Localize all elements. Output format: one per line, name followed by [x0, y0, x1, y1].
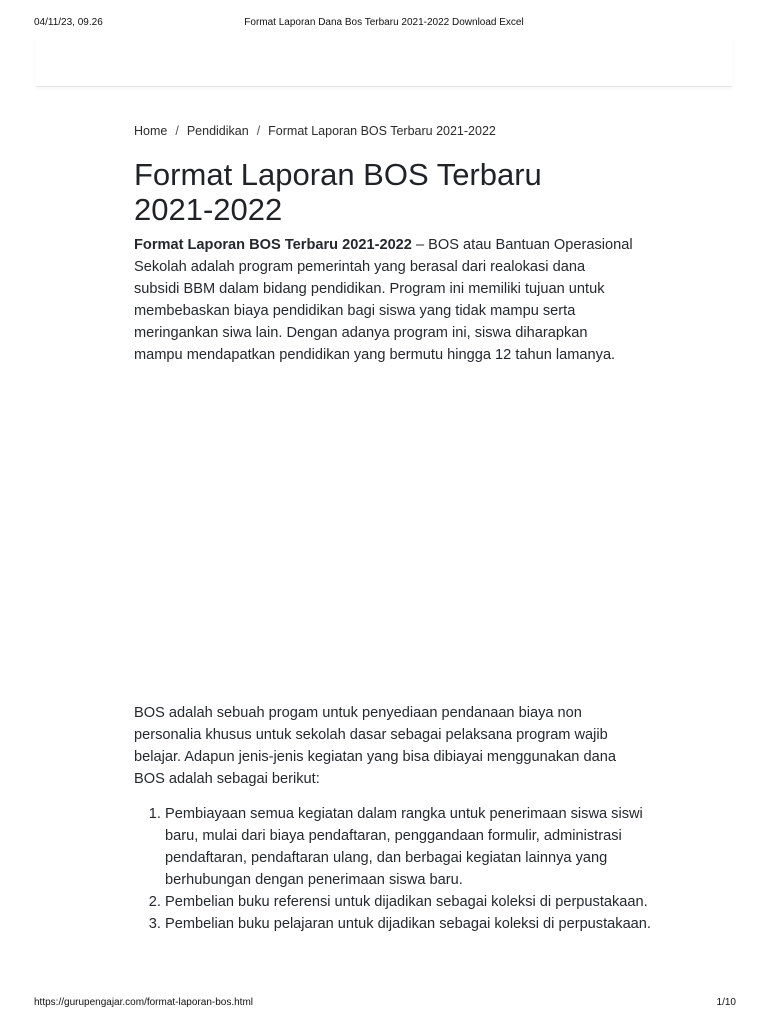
bos-definition-paragraph: BOS adalah sebuah progam untuk penyediaan pendanaan biaya non personalia khusus untuk sekolah dasar sebagai pelaksana program wajib belajar. Adapun jenis-jenis kegiatan yang bisa dibiayai menggunakan dana BOS adalah sebagai berikut:	[134, 705, 616, 787]
kegiatan-list	[134, 803, 665, 935]
intro-paragraph	[134, 234, 634, 366]
breadcrumb-separator: /	[175, 124, 179, 138]
list-item: 1. Pembiayaan semua kegiatan dalam rangka untuk penerimaan siswa siswi baru, mulai dari biaya pendaftaran, penggandaan formulir, administrasi pendaftaran, pendaftaran ulang, dan berbagai kegiatan lainnya yang berhubungan dengan penerimaan siswa baru.	[165, 803, 665, 891]
list-item: 2. Pembelian buku referensi untuk dijadikan sebagai koleksi di perpustakaan.	[165, 891, 665, 913]
intro-text: – BOS atau Bantuan Operasional Sekolah adalah program pemerintah yang berasal dari realokasi dana subsidi BBM dalam bidang pendidikan. Program ini memiliki tujuan untuk membebaskan biaya pendidikan bagi siswa yang tidak mampu serta meringankan siwa lain. Dengan adanya program ini, siswa diharapkan mampu mendapatkan pendidikan yang bermutu hingga 12 tahun lamanya.	[134, 237, 633, 363]
breadcrumb-pendidikan-link[interactable]: Pendidikan	[186, 124, 249, 138]
print-header	[0, 16, 768, 30]
print-page-title: Format Laporan Dana Bos Terbaru 2021-2022 Download Excel	[244, 17, 524, 28]
site-header	[36, 36, 732, 87]
print-page-number: 1/10	[716, 997, 736, 1008]
breadcrumb-home-link[interactable]: Home	[134, 124, 168, 138]
page-title: Format Laporan BOS Terbaru 2021-2022	[134, 157, 542, 227]
print-footer	[0, 996, 768, 1010]
breadcrumb	[134, 122, 496, 140]
breadcrumb-separator: /	[256, 124, 261, 138]
list-item: 3. Pembelian buku pelajaran untuk dijadikan sebagai koleksi di perpustakaan.	[165, 913, 665, 935]
print-url: https://gurupengajar.com/format-laporan-bos.html	[34, 997, 253, 1008]
print-date: 04/11/23, 09.26	[34, 17, 103, 28]
breadcrumb-current: Format Laporan BOS Terbaru 2021-2022	[268, 124, 496, 138]
intro-bold-lead: Format Laporan BOS Terbaru 2021-2022	[134, 237, 412, 253]
